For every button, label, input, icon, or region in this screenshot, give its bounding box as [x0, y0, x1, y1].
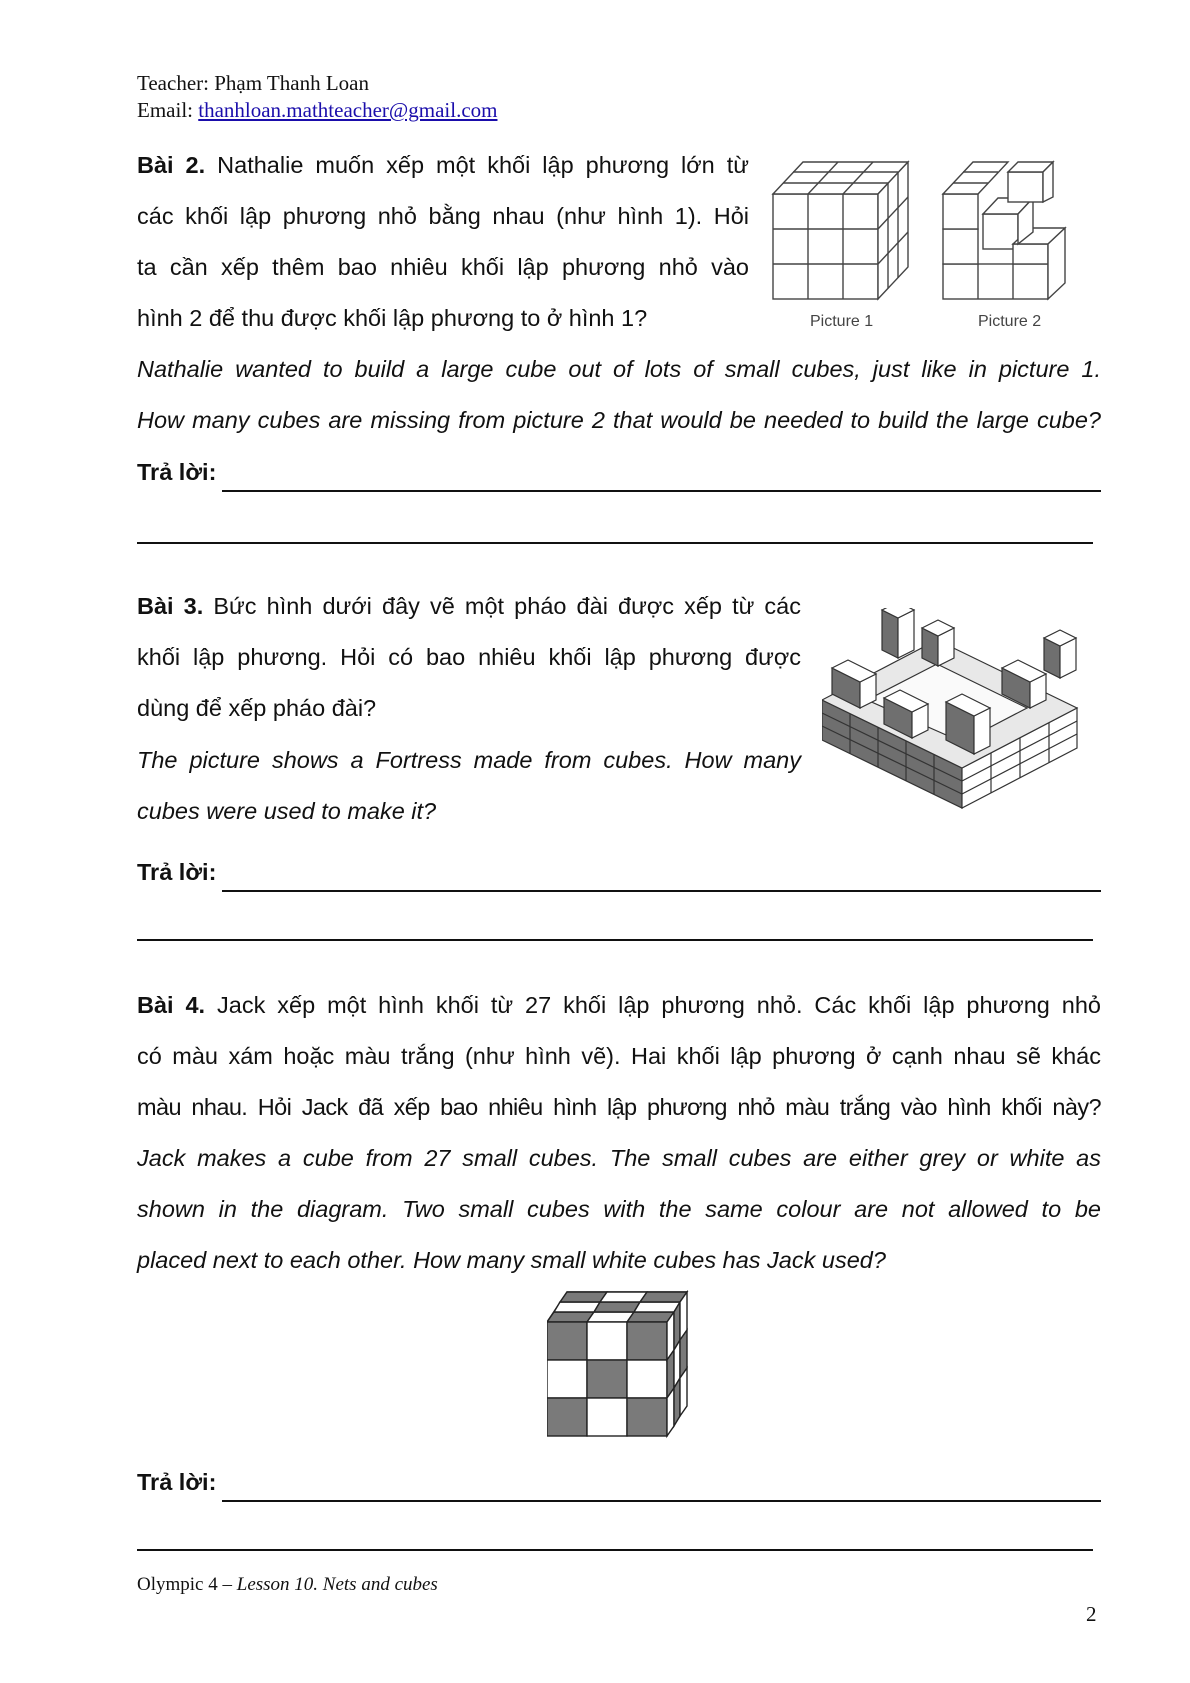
- bai2-vi-line: các khối lập phương nhỏ bằng nhau (như hình 1). Hỏi: [137, 203, 749, 229]
- bai2-pictures: [768, 152, 1108, 332]
- picture-1-cube: [773, 162, 908, 299]
- bai2-vi-line: ta cần xếp thêm bao nhiêu khối lập phương nhỏ vào: [137, 254, 749, 280]
- bai4-number: Bài 4.: [137, 992, 206, 1018]
- email-line: [137, 97, 497, 124]
- answer-line[interactable]: [222, 1472, 1101, 1502]
- bai2-en-text: [137, 344, 1101, 446]
- bai2-en-line: Nathalie wanted to build a large cube out of lots of small cubes, just like in picture 1.: [137, 356, 1101, 382]
- bai3-line-1: [137, 581, 801, 632]
- bai4-en-line: Jack makes a cube from 27 small cubes. The small cubes are either grey or white as: [137, 1145, 1101, 1171]
- bai2-vi-text: [137, 140, 749, 344]
- page-number: 2: [1086, 1602, 1097, 1626]
- answer-line[interactable]: [222, 462, 1101, 492]
- checker-cube-figure: [547, 1290, 692, 1440]
- bai3-vi-line: dùng để xếp pháo đài?: [137, 695, 377, 721]
- answer-label: Trả lời:: [137, 459, 217, 485]
- email-label: Email:: [137, 98, 199, 122]
- answer-line[interactable]: [222, 862, 1101, 892]
- bai2-vi-line: Nathalie muốn xếp một khối lập phương lớn từ: [205, 152, 750, 178]
- bai4-vi-line: có màu xám hoặc màu trắng (như hình vẽ). Hai khối lập phương ở cạnh nhau sẽ khác: [137, 1043, 1101, 1069]
- bai3-en-text: [137, 735, 801, 837]
- fortress-figure: [822, 608, 1084, 813]
- footer-course: [137, 1574, 438, 1596]
- bai4-vi-text: [137, 980, 1101, 1133]
- bai4-en-line: placed next to each other. How many small white cubes has Jack used?: [137, 1247, 886, 1273]
- bai3-blank-line[interactable]: [137, 937, 1093, 941]
- bai4-blank-line[interactable]: [137, 1547, 1093, 1551]
- answer-label: Trả lời:: [137, 859, 217, 885]
- picture-2-cube: [943, 162, 1065, 299]
- bai2-answer-row: [137, 452, 1101, 492]
- teacher-line: [137, 70, 369, 97]
- footer-lesson: Lesson 10. Nets and cubes: [236, 1574, 438, 1595]
- bai4-en-text: [137, 1133, 1101, 1286]
- footer-course-name: Olympic 4 –: [137, 1574, 237, 1595]
- bai3-answer-row: [137, 852, 1101, 892]
- bai3-number: Bài 3.: [137, 593, 204, 619]
- bai2-vi-line: hình 2 để thu được khối lập phương to ở hình 1?: [137, 305, 648, 331]
- answer-label: Trả lời:: [137, 1469, 217, 1495]
- email-link[interactable]: thanhloan.mathteacher@gmail.com: [198, 98, 498, 122]
- picture-2-label: Picture 2: [978, 313, 1042, 330]
- bai2-line-1: [137, 140, 749, 191]
- teacher-name: Teacher: Phạm Thanh Loan: [137, 71, 369, 95]
- bai3-en-line: cubes were used to make it?: [137, 798, 437, 824]
- bai2-en-line: How many cubes are missing from picture 2 that would be needed to build the large cube?: [137, 407, 1101, 433]
- bai2-number: Bài 2.: [137, 152, 206, 178]
- bai3-en-line: The picture shows a Fortress made from cubes. How many: [137, 747, 801, 773]
- bai4-vi-line: Jack xếp một hình khối từ 27 khối lập phương nhỏ. Các khối lập phương nhỏ: [205, 992, 1101, 1018]
- bai3-vi-line: khối lập phương. Hỏi có bao nhiêu khối lập phương được: [137, 644, 801, 670]
- bai3-vi-text: [137, 581, 801, 734]
- bai4-answer-row: [137, 1462, 1101, 1502]
- bai4-vi-line: màu nhau. Hỏi Jack đã xếp bao nhiêu hình lập phương nhỏ màu trắng vào hình khối này?: [137, 1094, 1101, 1120]
- bai4-line-1: [137, 980, 1101, 1031]
- bai3-vi-line: Bức hình dưới đây vẽ một pháo đài được xếp từ các: [203, 593, 801, 619]
- bai2-blank-line[interactable]: [137, 540, 1093, 544]
- bai4-en-line: shown in the diagram. Two small cubes with the same colour are not allowed to be: [137, 1196, 1101, 1222]
- picture-1-label: Picture 1: [810, 313, 874, 330]
